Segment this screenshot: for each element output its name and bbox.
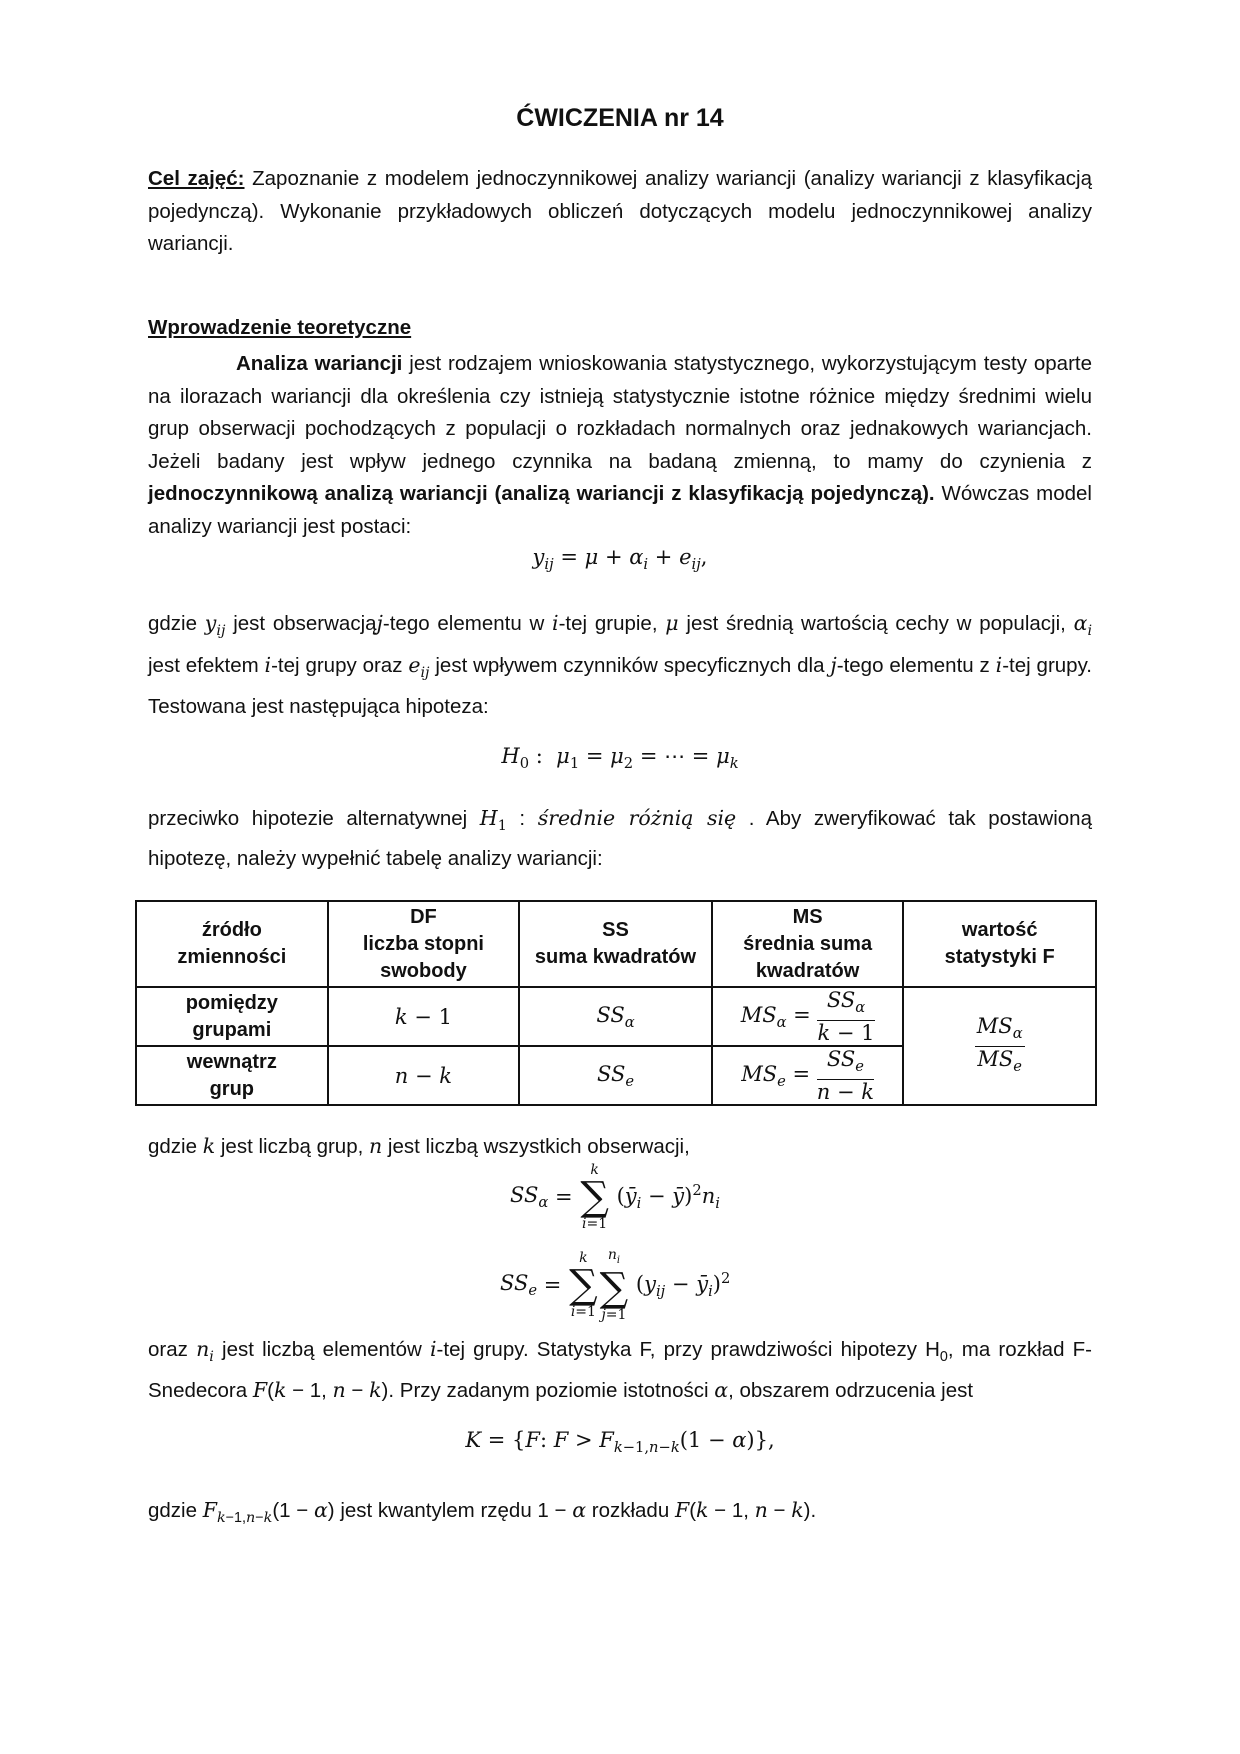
def-text-d: -tej grupie, [558,612,658,635]
header-ms: MS średnia suma kwadratów [712,901,904,987]
objective-label: Cel zajęć: [148,167,245,190]
after-text-2: jest liczbą grup, [220,1135,364,1158]
dist-text-sub: 0 [939,1349,948,1366]
intro-bold-term-2: jednoczynnikową analizą wariancji (analizą wariancji z klasyfikacją pojedynczą). [148,482,935,505]
page-title: ĆWICZENIA nr 14 [516,104,724,132]
df-within: n − k [328,1046,520,1105]
alt-text-a: przeciwko hipotezie alternatywnej [148,807,468,830]
model-equation: $y_{ij} = \mu + \alpha_i + e_{ij}$, [532,545,708,574]
definitions-paragraph: gdzie $y_{ij}$ jest obserwacjąj-tego elementu w i-tej grupie, μ jest średnią wartością cechy w populacji, $\alpha_i$ jest efektem i-tej grupy oraz $e_{ij}$ jest wpływem czynników specyficznych dla j-tego elementu z i-tej grupy. Testowana jest następująca hipoteza: [148,611,1093,719]
quantile-text-1: gdzie [148,1499,198,1522]
def-text-c: -tego elementu w [382,612,545,635]
def-text-g: -tej grupy oraz [271,653,403,677]
after-table-line: gdzie k jest liczbą grup, n jest liczbą wszystkich obserwacji, [148,1134,690,1158]
quantile-text-2: jest kwantylem rzędu [340,1499,532,1522]
def-text-a: gdzie [148,612,198,635]
header-f: wartość statystyki F [903,901,1096,987]
quantile-text-3: rozkładu [591,1499,670,1522]
header-df: DF liczba stopni swobody [328,901,520,987]
ss-error-formula: $SS_e$ = k ∑ i=1 $n_i$ ∑ j=1 ($y_{ij}$ − $ȳ_i)^2$ [500,1247,731,1323]
f-statistic: $\frac{MS_\alpha}{MS_e}$ [903,987,1096,1105]
ss-within: $SS_e$ [519,1046,712,1105]
dist-text-1: oraz [148,1338,188,1361]
objective-paragraph [148,163,1092,261]
dist-text-6: , obszarem odrzucenia jest [728,1378,974,1402]
def-text-i: -tego elementu z [836,653,990,677]
rejection-region: K = {F: $F > F_{k-1,n-k}(1 - \alpha)$}, [465,1428,775,1457]
row-label-within: wewnątrz grup [136,1046,328,1105]
def-text-b: jest obserwacją [233,612,377,635]
alternative-paragraph: przeciwko hipotezie alternatywnej $H_1$ : średnie różnią się . Aby zweryfikować tak postawioną hipotezę, należy wypełnić tabelę analizy wariancji: [148,806,1092,870]
df-between: k − 1 [328,987,520,1046]
after-text-1: gdzie [148,1135,198,1158]
section-heading: Wprowadzenie teoretyczne [148,316,412,339]
header-source: źródło zmienności [136,901,328,987]
after-text-3: jest liczbą wszystkich obserwacji, [387,1135,690,1158]
def-text-e: jest średnią wartością cechy w populacji, [686,612,1066,635]
dist-text-4: , ma rozkład F-Snedecora [148,1338,1092,1402]
def-text-h: jest wpływem czynników specyficznych dla [435,653,825,677]
quantile-line: gdzie $F_{k-1,n-k}(1 - \alpha)$ jest kwantylem rzędu 1 − α rozkładu F(k − 1, n − k). [148,1498,817,1527]
row-label-between: pomiędzy grupami [136,987,328,1046]
ss-between: $SS_\alpha$ [519,987,712,1046]
dist-text-5: . Przy zadanym poziomie istotności [388,1378,709,1402]
dist-text-3: -tej grupy. Statystyka F, przy prawdziwości hipotezy H [436,1338,940,1361]
ss-alpha-formula: $SS_\alpha$ = k ∑ i=1 ($ȳ_i$ − $ȳ)^2n_i$ [510,1162,720,1232]
null-hypothesis: $H_0$ : $\mu_1 = \mu_2$ = ⋯ = $\mu_k$ [501,744,739,773]
def-text-f: jest efektem [148,653,259,677]
objective-text: Zapoznanie z modelem jednoczynnikowej analizy wariancji (analizy wariancji z klasyfikacją pojedynczą). Wykonanie przykładowych obliczeń dotyczących modelu jednoczynnikowej analizy wariancji. [148,167,1093,255]
distribution-paragraph: oraz $n_i$ jest liczbą elementów i-tej grupy. Statystyka F, przy prawdziwości hipotezy $H_0$, ma rozkład F-Snedecora F(k − 1, n − k). Przy zadanym poziomie istotności α, obszarem odrzucenia jest [148,1337,1092,1402]
ms-within: $MS_e$ = $\frac{SS_e}{n - k}$ [712,1046,904,1105]
table-row [136,987,1096,1046]
dist-text-2: jest liczbą elementów [222,1338,422,1361]
def-text-j: -tej grupy. Testowana jest następująca hipoteza: [148,653,1092,719]
intro-tail: Wówczas model analizy wariancji jest postaci: [148,482,1092,538]
alt-hypothesis-text: średnie różnią się [537,806,737,830]
intro-bold-term: Analiza wariancji [236,352,403,375]
intro-text: jest rodzajem wnioskowania statystycznego, wykorzystującym testy oparte na ilorazach wariancji dla określenia czy istnieją statystycznie istotne różnice między średnimi wielu grup obserwacji pochodzących z populacji o rozkładach normalnych oraz jednakowych wariancjach. Jeżeli badany jest wpływ jednego czynnika na badaną zmienną, to mamy do czynienia z [148,352,1093,473]
header-ss: SS suma kwadratów [519,901,712,987]
anova-table [135,900,1097,1106]
intro-paragraph [148,348,1092,543]
ms-between: $MS_\alpha$ = $\frac{SS_\alpha}{k - 1}$ [712,987,904,1046]
alt-text-b: . Aby zweryfikować tak postawioną hipotezę, należy wypełnić tabelę analizy wariancji: [148,807,1092,870]
table-header-row [136,901,1096,987]
